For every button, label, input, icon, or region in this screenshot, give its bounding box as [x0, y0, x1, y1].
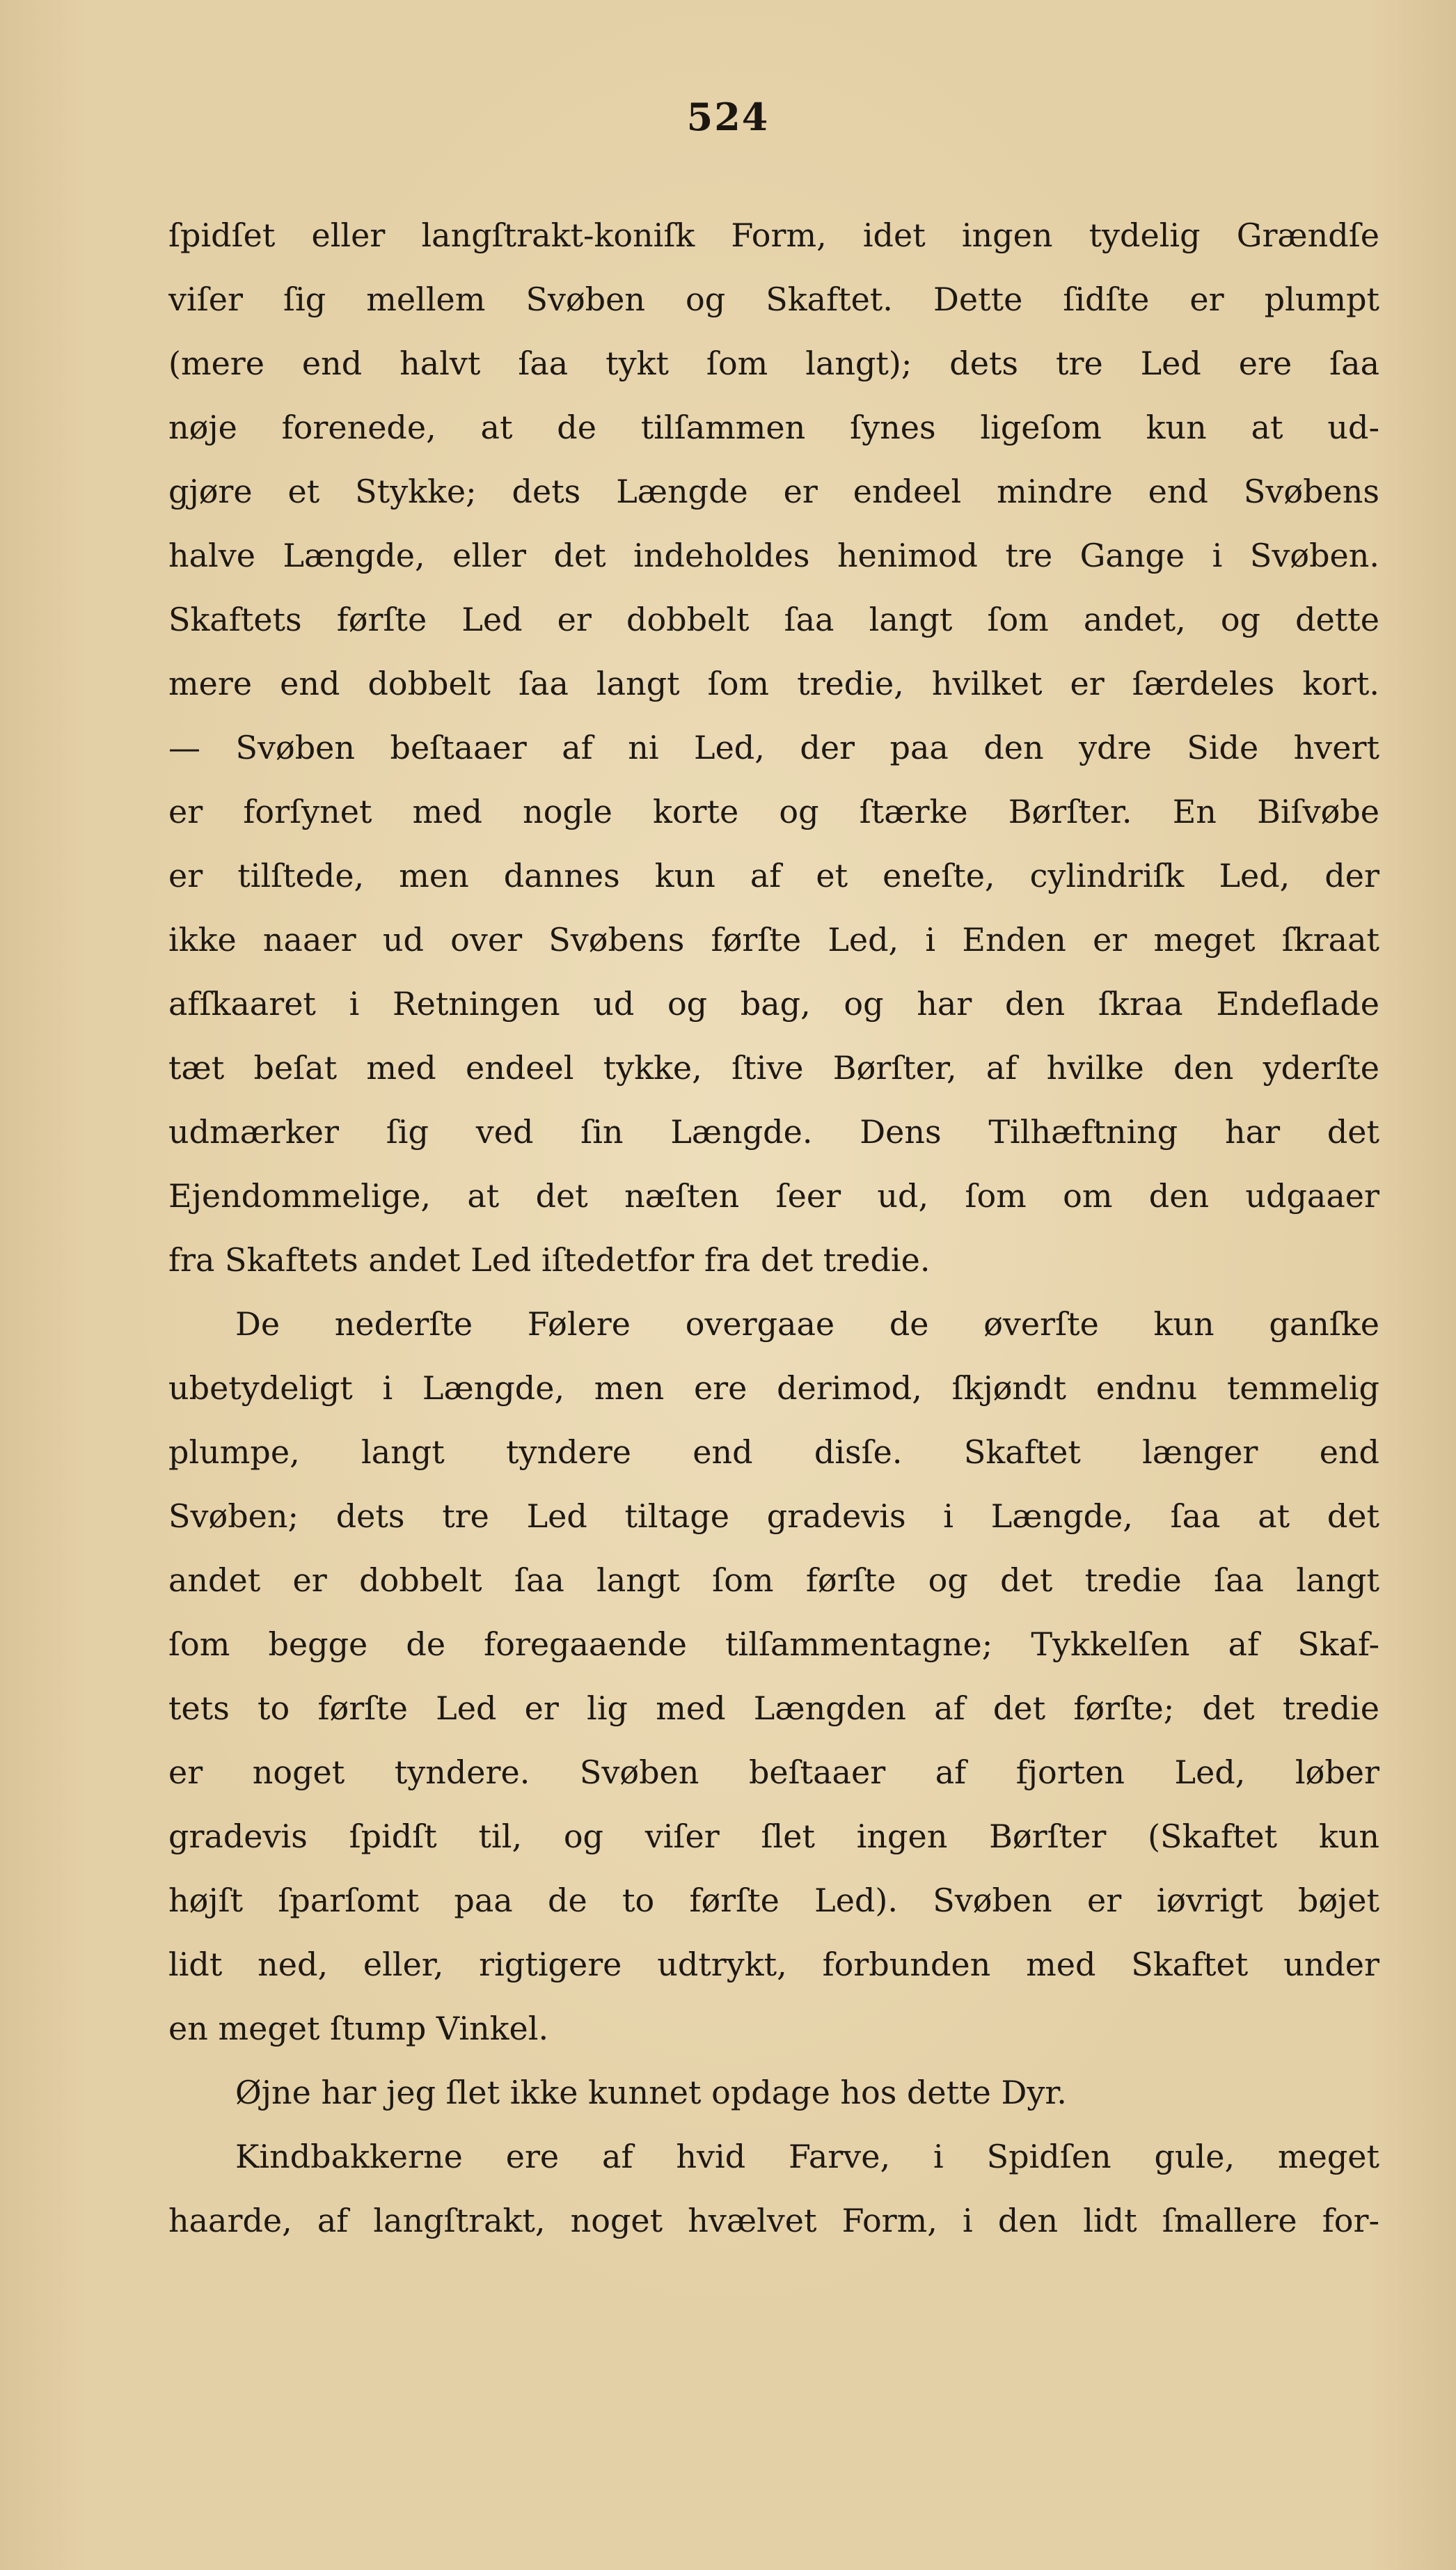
- text-line: udmærker ſig ved ſin Længde. Dens Tilhæftning har det: [168, 1113, 1379, 1151]
- text-line: er forſynet med nogle korte og ſtærke Børſter. En Biſvøbe: [168, 793, 1379, 830]
- text-line: Skaftets førſte Led er dobbelt ſaa langt ſom andet, og dette: [168, 601, 1379, 638]
- text-line: en meget ſtump Vinkel.: [168, 2010, 549, 2047]
- text-line: lidt ned, eller, rigtigere udtrykt, forbunden med Skaftet under: [168, 1946, 1379, 1983]
- text-line: De nederſte Følere overgaae de øverſte kun ganſke: [235, 1305, 1379, 1343]
- text-line: Kindbakkerne ere af hvid Farve, i Spidſen gule, meget: [235, 2138, 1379, 2175]
- text-line: højſt ſparſomt paa de to førſte Led). Svøben er iøvrigt bøjet: [168, 1882, 1379, 1919]
- text-line: mere end dobbelt ſaa langt ſom tredie, hvilket er ſærdeles kort.: [168, 665, 1379, 702]
- text-line: afſkaaret i Retningen ud og bag, og har den ſkraa Endeflade: [168, 985, 1379, 1023]
- text-line: gjøre et Stykke; dets Længde er endeel mindre end Svøbens: [168, 473, 1379, 510]
- text-line: ubetydeligt i Længde, men ere derimod, ſkjøndt endnu temmelig: [168, 1369, 1379, 1407]
- text-line: tæt beſat med endeel tykke, ſtive Børſter, af hvilke den yderſte: [168, 1049, 1379, 1087]
- page-number: 524: [686, 95, 770, 139]
- text-line: halve Længde, eller det indeholdes henimod tre Gange i Svøben.: [168, 537, 1379, 574]
- text-line: fra Skaftets andet Led iſtedetfor fra det tredie.: [168, 1241, 931, 1279]
- text-line: viſer ſig mellem Svøben og Skaftet. Dette ſidſte er plumpt: [168, 281, 1379, 318]
- text-line: Øjne har jeg ſlet ikke kunnet opdage hos dette Dyr.: [235, 2074, 1067, 2111]
- text-line: ſom begge de foregaaende tilſammentagne; Tykkelſen af Skaf-: [168, 1625, 1379, 1663]
- body-text: [168, 203, 1379, 2253]
- text-line: — Svøben beſtaaer af ni Led, der paa den ydre Side hvert: [168, 729, 1379, 766]
- text-line: Svøben; dets tre Led tiltage gradevis i Længde, ſaa at det: [168, 1497, 1379, 1535]
- text-line: haarde, af langſtrakt, noget hvælvet Form, i den lidt ſmallere for-: [168, 2202, 1379, 2239]
- text-line: er tilſtede, men dannes kun af et eneſte, cylindriſk Led, der: [168, 857, 1379, 894]
- text-line: ikke naaer ud over Svøbens førſte Led, i Enden er meget ſkraat: [168, 921, 1379, 959]
- text-line: Ejendommelige, at det næſten ſeer ud, ſom om den udgaaer: [168, 1177, 1379, 1215]
- text-line: ſpidſet eller langſtrakt-koniſk Form, idet ingen tydelig Grændſe: [168, 216, 1379, 254]
- text-line: (mere end halvt ſaa tykt ſom langt); dets tre Led ere ſaa: [168, 345, 1379, 382]
- text-line: er noget tyndere. Svøben beſtaaer af fjorten Led, løber: [168, 1753, 1379, 1791]
- text-line: tets to førſte Led er lig med Længden af det førſte; det tredie: [168, 1689, 1379, 1727]
- text-line: plumpe, langt tyndere end disſe. Skaftet længer end: [168, 1433, 1379, 1471]
- text-line: andet er dobbelt ſaa langt ſom førſte og det tredie ſaa langt: [168, 1561, 1379, 1599]
- text-line: nøje forenede, at de tilſammen ſynes ligeſom kun at ud-: [168, 409, 1379, 446]
- text-line: gradevis ſpidſt til, og viſer ſlet ingen Børſter (Skaftet kun: [168, 1818, 1379, 1855]
